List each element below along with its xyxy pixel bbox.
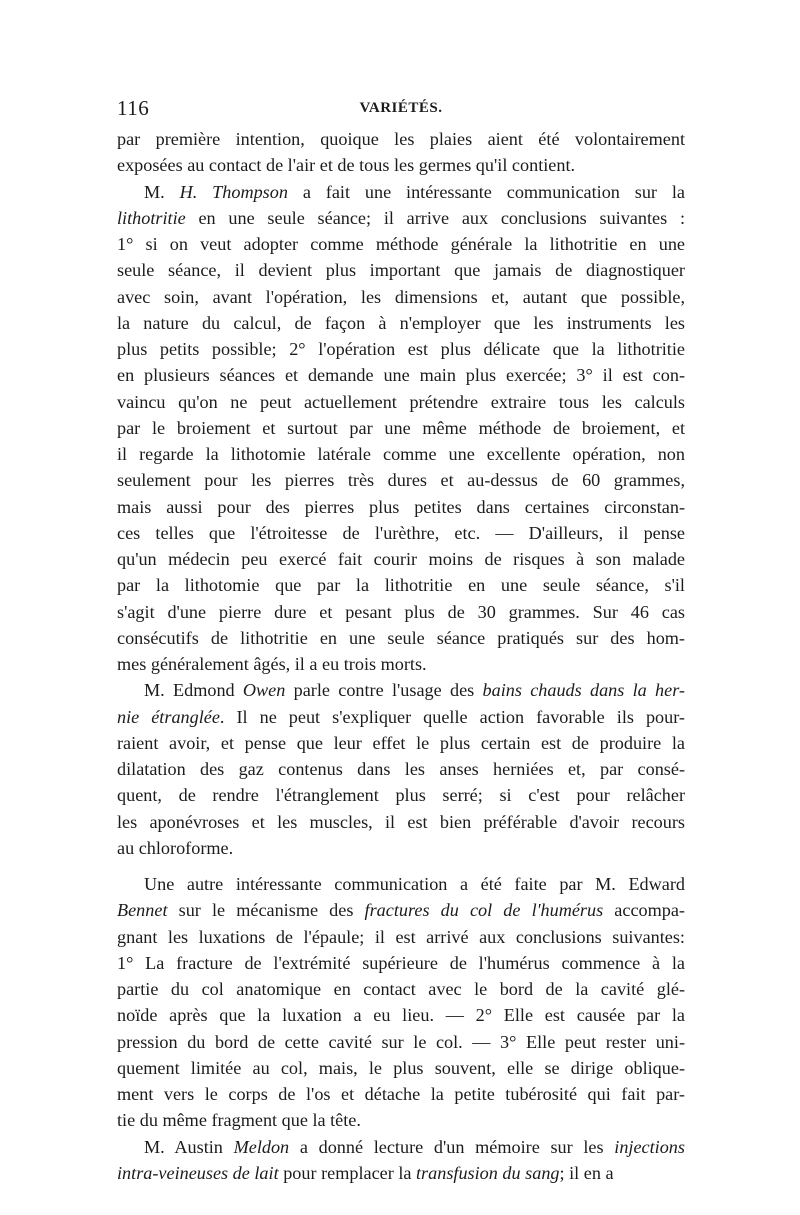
text-line: qu'un médecin peu exercé fait courir moins de risques à son malade [117,549,685,569]
text-line: il regarde la lithotomie latérale comme une excellente opération, non [117,444,685,464]
paragraph [117,871,685,1134]
text-line: exposées au contact de l'air et de tous les germes qu'il contient. [117,155,576,176]
text-line: Une autre intéressante communication a été faite par M. Edward [144,874,685,894]
page-number: 116 [117,96,150,120]
text-line: ment vers le corps de l'os et détache la petite tubérosité qui fait par- [117,1084,685,1104]
text-line: 1° si on veut adopter comme méthode générale la lithotritie en une [117,234,685,254]
text-line: quement limitée au col, mais, le plus souvent, elle se dirige oblique- [117,1057,685,1078]
paragraph [117,1134,685,1187]
paragraph-gap [117,861,685,871]
text-line: mes généralement âgés, il a eu trois morts. [117,654,427,674]
text-line: pression du bord de cette cavité sur le col. — 3° Elle peut rester uni- [117,1031,685,1052]
text-line: intra-veineuses de lait pour remplacer la transfusion du sang; il en a [117,1162,614,1183]
text-line: avec soin, avant l'opération, les dimensions et, autant que possible, [117,286,685,307]
text-line: consécutifs de lithotritie en une seule séance pratiqués sur des hom- [117,627,685,648]
paragraph [117,677,685,861]
text-line: raient avoir, et pense que leur effet le plus certain est de produire la [117,732,685,753]
text-line: en plusieurs séances et demande une main plus exercée; 3° il est con- [117,365,685,386]
text-line: M. H. Thompson a fait une intéressante communication sur la [144,181,685,202]
text-line: quent, de rendre l'étranglement plus serré; si c'est pour relâcher [117,785,685,806]
text-line: dilatation des gaz contenus dans les anses herniées et, par consé- [117,759,685,779]
text-line: ces telles que l'étroitesse de l'urèthre, etc. — D'ailleurs, il pense [117,522,685,543]
text-line: les aponévroses et les muscles, il est bien préférable d'avoir recours [117,811,685,832]
text-line: plus petits possible; 2° l'opération est plus délicate que la lithotritie [117,339,685,359]
text-line: 1° La fracture de l'extrémité supérieure de l'humérus commence à la [117,952,685,973]
text-line: par la lithotomie que par la lithotritie en une seule séance, s'il [117,575,685,596]
text-line: s'agit d'une pierre dure et pesant plus de 30 grammes. Sur 46 cas [117,601,685,622]
text-line: M. Austin Meldon a donné lecture d'un mémoire sur les injections [144,1136,685,1157]
text-line: noïde après que la luxation a eu lieu. — 2° Elle est causée par la [117,1005,685,1026]
text-line: tie du même fragment que la tête. [117,1110,361,1131]
text-line: la nature du calcul, de façon à n'employer que les instruments les [117,312,685,333]
paragraph [117,126,685,179]
text-line: M. Edmond Owen parle contre l'usage des bains chauds dans la her- [144,680,685,701]
text-line: par première intention, quoique les plaies aient été volontairement [117,129,685,149]
text-line: vaincu qu'on ne peut actuellement prétendre extraire tous les calculs [117,391,685,412]
text-line: partie du col anatomique en contact avec le bord de la cavité glé- [117,979,685,999]
page-header [117,96,685,126]
paragraph [117,179,685,678]
body-text [117,126,685,1186]
running-head: VARIÉTÉS. [359,100,443,116]
text-line: gnant les luxations de l'épaule; il est arrivé aux conclusions suivantes: [117,926,685,947]
text-line: seulement pour les pierres très dures et au-dessus de 60 grammes, [117,470,685,491]
text-line: au chloroforme. [117,837,234,858]
text-line: mais aussi pour des pierres plus petites dans certaines circonstan- [117,496,685,517]
text-line: par le broiement et surtout par une même méthode de broiement, et [117,417,685,438]
text-line: seule séance, il devient plus important que jamais de diagnostiquer [117,260,685,281]
text-line: nie étranglée. Il ne peut s'expliquer quelle action favorable ils pour- [117,706,685,727]
text-line: lithotritie en une seule séance; il arrive aux conclusions suivantes : [117,207,685,228]
text-line: Bennet sur le mécanisme des fractures du col de l'humérus accompa- [117,900,685,921]
